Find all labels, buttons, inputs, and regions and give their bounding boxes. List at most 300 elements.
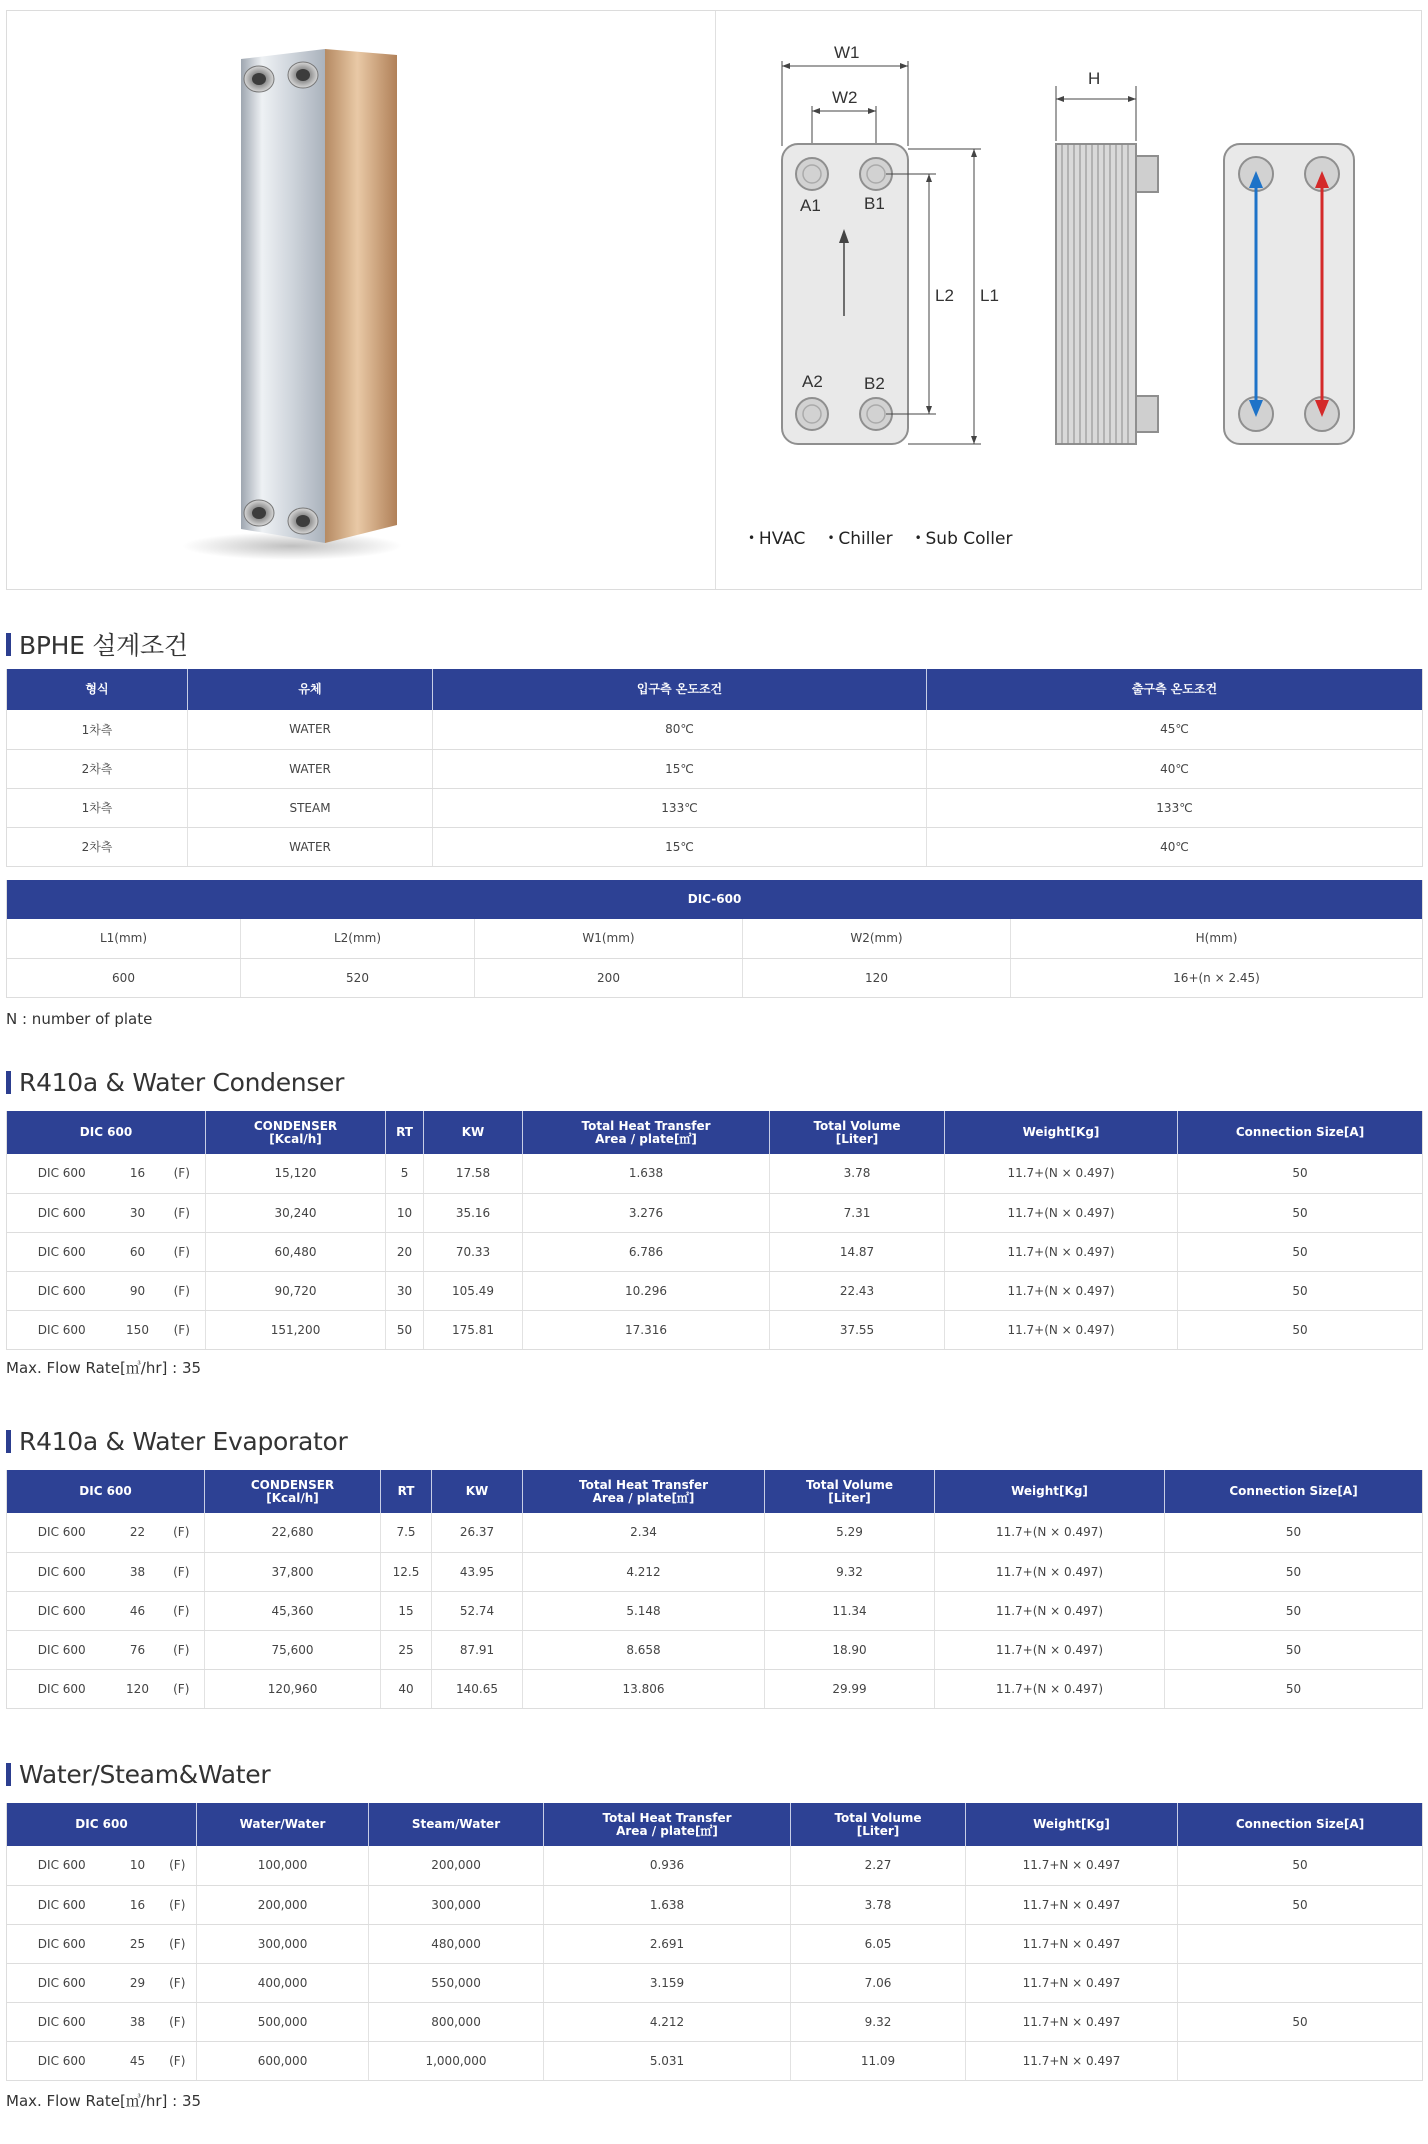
cell: 100,000 bbox=[197, 1846, 369, 1885]
table-row bbox=[7, 1552, 1423, 1591]
header-text: [Kcal/h] bbox=[266, 1490, 319, 1505]
cell: 3.159 bbox=[544, 1963, 791, 2002]
cell: 17.316 bbox=[523, 1310, 770, 1349]
cell: DIC 600 bbox=[7, 1885, 117, 1924]
cell: 16 bbox=[117, 1154, 159, 1193]
cell: 22.43 bbox=[770, 1271, 945, 1310]
cell: 8.658 bbox=[523, 1630, 765, 1669]
cell: 3.78 bbox=[770, 1154, 945, 1193]
cell: 38 bbox=[117, 2002, 159, 2041]
cell: 11.7+(N × 0.497) bbox=[935, 1513, 1165, 1552]
cell: 11.7+N × 0.497 bbox=[966, 2002, 1178, 2041]
cell: 52.74 bbox=[432, 1591, 523, 1630]
header-text: Area / plate[㎡] bbox=[595, 1131, 697, 1146]
cell: 75,600 bbox=[205, 1630, 381, 1669]
header-text: Total Heat Transfer bbox=[579, 1477, 709, 1492]
cell: 400,000 bbox=[197, 1963, 369, 2002]
header-volume bbox=[765, 1470, 935, 1513]
cell: L2(mm) bbox=[241, 919, 475, 958]
table-row bbox=[7, 2002, 1423, 2041]
cell: 11.7+(N × 0.497) bbox=[945, 1310, 1178, 1349]
cell: 46 bbox=[117, 1591, 159, 1630]
cell: 6.786 bbox=[523, 1232, 770, 1271]
cell: 11.7+N × 0.497 bbox=[966, 2041, 1178, 2080]
section-title-text: R410a & Water Condenser bbox=[19, 1068, 345, 1097]
port-bottom-right bbox=[288, 508, 318, 534]
cell: 30,240 bbox=[206, 1193, 386, 1232]
label-l2: L2 bbox=[935, 286, 954, 305]
cell: H(mm) bbox=[1011, 919, 1423, 958]
header-kw: KW bbox=[424, 1111, 523, 1154]
header-area bbox=[523, 1470, 765, 1513]
header-capacity bbox=[205, 1470, 381, 1513]
cell: (F) bbox=[159, 1513, 205, 1552]
table-row bbox=[7, 1513, 1423, 1552]
table-header-row bbox=[7, 1470, 1423, 1513]
cell: 11.7+N × 0.497 bbox=[966, 1885, 1178, 1924]
port-bottom-left bbox=[244, 500, 274, 526]
steam-table bbox=[6, 1803, 1423, 2081]
header-area bbox=[523, 1111, 770, 1154]
cell: W2(mm) bbox=[743, 919, 1011, 958]
table-row bbox=[7, 1669, 1423, 1708]
header-weight: Weight[Kg] bbox=[945, 1111, 1178, 1154]
cell: 3.78 bbox=[791, 1885, 966, 1924]
cell: (F) bbox=[159, 1271, 206, 1310]
section-title-evaporator bbox=[6, 1427, 348, 1456]
table-row bbox=[7, 1591, 1423, 1630]
cell: 10 bbox=[117, 1846, 159, 1885]
cell: 1차측 bbox=[7, 710, 188, 749]
header-text: Area / plate[㎡] bbox=[592, 1490, 695, 1505]
product-panel bbox=[6, 10, 1422, 590]
cell: 1.638 bbox=[523, 1154, 770, 1193]
label-h: H bbox=[1088, 69, 1101, 88]
port-top-left bbox=[244, 66, 274, 92]
cell: 1,000,000 bbox=[369, 2041, 544, 2080]
cell: 25 bbox=[117, 1924, 159, 1963]
cell: (F) bbox=[159, 1310, 206, 1349]
evaporator-table bbox=[6, 1470, 1423, 1709]
cell: 10.296 bbox=[523, 1271, 770, 1310]
cell: 133℃ bbox=[927, 788, 1423, 827]
cell: (F) bbox=[159, 1552, 205, 1591]
table-row bbox=[7, 827, 1423, 866]
cell: 300,000 bbox=[197, 1924, 369, 1963]
cell: 30 bbox=[386, 1271, 424, 1310]
cell: DIC 600 bbox=[7, 1846, 117, 1885]
header-text: Total Heat Transfer bbox=[602, 1810, 732, 1825]
cell: 60 bbox=[117, 1232, 159, 1271]
cell: 600,000 bbox=[197, 2041, 369, 2080]
cell: 151,200 bbox=[206, 1310, 386, 1349]
steam-flow-note: Max. Flow Rate[㎥/hr] : 35 bbox=[6, 2092, 202, 2110]
cell: WATER bbox=[188, 827, 433, 866]
cell: 1.638 bbox=[544, 1885, 791, 1924]
cell: 50 bbox=[1165, 1669, 1423, 1708]
cell: 18.90 bbox=[765, 1630, 935, 1669]
label-b1: B1 bbox=[864, 194, 885, 213]
cell: 9.32 bbox=[765, 1552, 935, 1591]
cell: 15℃ bbox=[433, 749, 927, 788]
cell: 22,680 bbox=[205, 1513, 381, 1552]
cell: (F) bbox=[159, 2002, 197, 2041]
condenser-table bbox=[6, 1111, 1423, 1350]
cell: DIC 600 bbox=[7, 1552, 117, 1591]
cell: (F) bbox=[159, 1154, 206, 1193]
header-weight: Weight[Kg] bbox=[966, 1803, 1178, 1846]
cell: 2.691 bbox=[544, 1924, 791, 1963]
table-row bbox=[7, 1963, 1423, 2002]
header-text: CONDENSER bbox=[253, 1118, 338, 1133]
plate-number-note: N : number of plate bbox=[6, 1010, 153, 1028]
dimension-diagram bbox=[716, 11, 1421, 511]
header-volume bbox=[791, 1803, 966, 1846]
cell: 45 bbox=[117, 2041, 159, 2080]
cell: 200 bbox=[475, 958, 743, 997]
cell: DIC 600 bbox=[7, 1591, 117, 1630]
cell: DIC 600 bbox=[7, 2041, 117, 2080]
cell: 37.55 bbox=[770, 1310, 945, 1349]
cell: 29.99 bbox=[765, 1669, 935, 1708]
cell: 38 bbox=[117, 1552, 159, 1591]
evaporator-rows bbox=[7, 1513, 1423, 1708]
cell: 11.7+(N × 0.497) bbox=[935, 1552, 1165, 1591]
cell: 80℃ bbox=[433, 710, 927, 749]
table-row bbox=[7, 1846, 1423, 1885]
cell: 11.7+N × 0.497 bbox=[966, 1963, 1178, 2002]
cell: STEAM bbox=[188, 788, 433, 827]
design-conditions-table bbox=[6, 669, 1423, 867]
table-row bbox=[7, 710, 1423, 749]
header-text: [Liter] bbox=[835, 1131, 879, 1146]
dimension-values-row bbox=[7, 958, 1423, 997]
section-title-design bbox=[6, 626, 188, 662]
cell: 7.31 bbox=[770, 1193, 945, 1232]
header-text: Total Heat Transfer bbox=[581, 1118, 711, 1133]
cell: (F) bbox=[159, 1846, 197, 1885]
cell: 50 bbox=[1178, 1193, 1423, 1232]
cell: (F) bbox=[159, 1630, 205, 1669]
cell: 11.7+N × 0.497 bbox=[966, 1846, 1178, 1885]
label-b2: B2 bbox=[864, 374, 885, 393]
header-text: [Liter] bbox=[828, 1490, 871, 1505]
plate-side-view bbox=[1056, 144, 1158, 444]
cell: 20 bbox=[386, 1232, 424, 1271]
cell: 22 bbox=[117, 1513, 159, 1552]
cell: 300,000 bbox=[369, 1885, 544, 1924]
cell: 15 bbox=[381, 1591, 432, 1630]
cell: 25 bbox=[381, 1630, 432, 1669]
cell: 550,000 bbox=[369, 1963, 544, 2002]
table-row bbox=[7, 1885, 1423, 1924]
app-sub-coller: • Sub Coller bbox=[915, 529, 1013, 549]
cell: (F) bbox=[159, 1885, 197, 1924]
cell: 50 bbox=[1165, 1513, 1423, 1552]
cell: 2차측 bbox=[7, 749, 188, 788]
cell: 43.95 bbox=[432, 1552, 523, 1591]
cell: 11.7+(N × 0.497) bbox=[945, 1193, 1178, 1232]
cell: 150 bbox=[117, 1310, 159, 1349]
cell: 0.936 bbox=[544, 1846, 791, 1885]
cell: 2.27 bbox=[791, 1846, 966, 1885]
header-kw: KW bbox=[432, 1470, 523, 1513]
cell: 16 bbox=[117, 1885, 159, 1924]
table-row bbox=[7, 1924, 1423, 1963]
cell: 133℃ bbox=[433, 788, 927, 827]
cell: 50 bbox=[1178, 1232, 1423, 1271]
header-text: [Liter] bbox=[856, 1823, 900, 1838]
cell: (F) bbox=[159, 2041, 197, 2080]
header-steam-water: Steam/Water bbox=[369, 1803, 544, 1846]
cell: 2.34 bbox=[523, 1513, 765, 1552]
header-fluid: 유체 bbox=[188, 669, 433, 710]
cell: 50 bbox=[1178, 1271, 1423, 1310]
cell: 70.33 bbox=[424, 1232, 523, 1271]
dimension-labels-row bbox=[7, 919, 1423, 958]
cell: L1(mm) bbox=[7, 919, 241, 958]
cell: 6.05 bbox=[791, 1924, 966, 1963]
cell: 90,720 bbox=[206, 1271, 386, 1310]
cell: 5 bbox=[386, 1154, 424, 1193]
cell: 200,000 bbox=[197, 1885, 369, 1924]
title-bar bbox=[6, 1763, 11, 1786]
label-w2: W2 bbox=[832, 88, 858, 107]
cell: DIC 600 bbox=[7, 1669, 117, 1708]
table-row bbox=[7, 1630, 1423, 1669]
cell: WATER bbox=[188, 710, 433, 749]
cell: DIC 600 bbox=[7, 1513, 117, 1552]
header-model: DIC 600 bbox=[7, 1803, 197, 1846]
cell: 120 bbox=[743, 958, 1011, 997]
cell: 480,000 bbox=[369, 1924, 544, 1963]
cell: DIC 600 bbox=[7, 1193, 117, 1232]
table-row bbox=[7, 749, 1423, 788]
cell: DIC 600 bbox=[7, 1154, 117, 1193]
section-title-condenser bbox=[6, 1068, 344, 1097]
cell bbox=[1178, 1924, 1423, 1963]
condenser-flow-note: Max. Flow Rate[㎥/hr] : 35 bbox=[6, 1359, 202, 1377]
cell: 29 bbox=[117, 1963, 159, 2002]
cell: 800,000 bbox=[369, 2002, 544, 2041]
header-type: 형식 bbox=[7, 669, 188, 710]
product-photo-area bbox=[7, 11, 716, 589]
label-a2: A2 bbox=[802, 372, 823, 391]
header-rt: RT bbox=[381, 1470, 432, 1513]
cell: 90 bbox=[117, 1271, 159, 1310]
header-water-water: Water/Water bbox=[197, 1803, 369, 1846]
cell: 500,000 bbox=[197, 2002, 369, 2041]
cell: 45,360 bbox=[205, 1591, 381, 1630]
header-rt: RT bbox=[386, 1111, 424, 1154]
dimensions-table bbox=[6, 880, 1423, 998]
table-row bbox=[7, 1232, 1423, 1271]
cell: 11.7+(N × 0.497) bbox=[945, 1154, 1178, 1193]
table-header-row bbox=[7, 1803, 1423, 1846]
header-area bbox=[544, 1803, 791, 1846]
header-volume bbox=[770, 1111, 945, 1154]
title-bar bbox=[6, 633, 11, 656]
cell: 16+(n × 2.45) bbox=[1011, 958, 1423, 997]
cell: 600 bbox=[7, 958, 241, 997]
header-weight: Weight[Kg] bbox=[935, 1470, 1165, 1513]
cell: 76 bbox=[117, 1630, 159, 1669]
cell: 50 bbox=[1178, 1310, 1423, 1349]
title-bar bbox=[6, 1071, 11, 1094]
cell: 5.031 bbox=[544, 2041, 791, 2080]
app-hvac: • HVAC bbox=[748, 529, 805, 549]
cell: 50 bbox=[1178, 1885, 1423, 1924]
table-row bbox=[7, 2041, 1423, 2080]
cell: 1차측 bbox=[7, 788, 188, 827]
cell: 520 bbox=[241, 958, 475, 997]
header-text: Area / plate[㎡] bbox=[616, 1823, 718, 1838]
cell bbox=[1178, 1963, 1423, 2002]
cell: DIC 600 bbox=[7, 1310, 117, 1349]
header-model: DIC-600 bbox=[7, 880, 1423, 919]
table-row bbox=[7, 1193, 1423, 1232]
cell: 15℃ bbox=[433, 827, 927, 866]
label-l1: L1 bbox=[980, 286, 999, 305]
header-model: DIC 600 bbox=[7, 1470, 205, 1513]
cell: 5.29 bbox=[765, 1513, 935, 1552]
cell: DIC 600 bbox=[7, 1924, 117, 1963]
label-a1: A1 bbox=[800, 196, 821, 215]
header-inlet-temp: 입구측 온도조건 bbox=[433, 669, 927, 710]
cell: (F) bbox=[159, 1924, 197, 1963]
cell: 35.16 bbox=[424, 1193, 523, 1232]
dimension-diagram-area bbox=[716, 11, 1421, 589]
table-header-row bbox=[7, 880, 1423, 919]
header-connection: Connection Size[A] bbox=[1165, 1470, 1423, 1513]
cell: 15,120 bbox=[206, 1154, 386, 1193]
cell: 4.212 bbox=[544, 2002, 791, 2041]
cell: 17.58 bbox=[424, 1154, 523, 1193]
cell: 50 bbox=[1165, 1552, 1423, 1591]
header-outlet-temp: 출구측 온도조건 bbox=[927, 669, 1423, 710]
cell: (F) bbox=[159, 1232, 206, 1271]
label-w1: W1 bbox=[834, 43, 860, 62]
port-top-right bbox=[288, 62, 318, 88]
cell: (F) bbox=[159, 1193, 206, 1232]
cell: 9.32 bbox=[791, 2002, 966, 2041]
table-row bbox=[7, 1154, 1423, 1193]
cell: 11.7+N × 0.497 bbox=[966, 1924, 1178, 1963]
cell: 10 bbox=[386, 1193, 424, 1232]
cell: 45℃ bbox=[927, 710, 1423, 749]
header-capacity bbox=[206, 1111, 386, 1154]
header-text: CONDENSER bbox=[250, 1477, 335, 1492]
title-bar bbox=[6, 1430, 11, 1453]
cell: 4.212 bbox=[523, 1552, 765, 1591]
header-text: Total Volume bbox=[834, 1810, 922, 1825]
table-row bbox=[7, 1310, 1423, 1349]
table-row bbox=[7, 1271, 1423, 1310]
cell: 175.81 bbox=[424, 1310, 523, 1349]
cell: 40℃ bbox=[927, 749, 1423, 788]
cell: 11.7+(N × 0.497) bbox=[945, 1232, 1178, 1271]
cell: 140.65 bbox=[432, 1669, 523, 1708]
cell: 30 bbox=[117, 1193, 159, 1232]
cell: 2차측 bbox=[7, 827, 188, 866]
header-model: DIC 600 bbox=[7, 1111, 206, 1154]
heat-exchanger-image bbox=[7, 11, 716, 589]
cell: 14.87 bbox=[770, 1232, 945, 1271]
cell: 3.276 bbox=[523, 1193, 770, 1232]
app-chiller: • Chiller bbox=[827, 529, 892, 549]
cell: 11.7+(N × 0.497) bbox=[935, 1630, 1165, 1669]
cell: 50 bbox=[1178, 2002, 1423, 2041]
section-title-text: R410a & Water Evaporator bbox=[19, 1427, 348, 1456]
header-text: Total Volume bbox=[805, 1477, 894, 1492]
cell: 7.5 bbox=[381, 1513, 432, 1552]
cell: 5.148 bbox=[523, 1591, 765, 1630]
steam-rows bbox=[7, 1846, 1423, 2080]
cell: 200,000 bbox=[369, 1846, 544, 1885]
header-text: [Kcal/h] bbox=[269, 1131, 322, 1146]
cell: W1(mm) bbox=[475, 919, 743, 958]
cell: 26.37 bbox=[432, 1513, 523, 1552]
cell: 50 bbox=[386, 1310, 424, 1349]
header-connection: Connection Size[A] bbox=[1178, 1111, 1423, 1154]
condenser-rows bbox=[7, 1154, 1423, 1349]
cell bbox=[1178, 2041, 1423, 2080]
cell: DIC 600 bbox=[7, 1630, 117, 1669]
cell: 13.806 bbox=[523, 1669, 765, 1708]
cell: (F) bbox=[159, 1963, 197, 2002]
cell: 60,480 bbox=[206, 1232, 386, 1271]
section-title-text: Water/Steam&Water bbox=[19, 1760, 271, 1789]
cell: 50 bbox=[1178, 1846, 1423, 1885]
cell: DIC 600 bbox=[7, 1963, 117, 2002]
cell: (F) bbox=[159, 1669, 205, 1708]
table-header-row bbox=[7, 1111, 1423, 1154]
section-title-text: BPHE 설계조건 bbox=[19, 631, 188, 660]
cell: 7.06 bbox=[791, 1963, 966, 2002]
cell: 37,800 bbox=[205, 1552, 381, 1591]
cell: 120 bbox=[117, 1669, 159, 1708]
table-header-row bbox=[7, 669, 1423, 710]
cell: 87.91 bbox=[432, 1630, 523, 1669]
cell: DIC 600 bbox=[7, 1271, 117, 1310]
cell: 120,960 bbox=[205, 1669, 381, 1708]
cell: 50 bbox=[1178, 1154, 1423, 1193]
header-connection: Connection Size[A] bbox=[1178, 1803, 1423, 1846]
cell: 11.7+(N × 0.497) bbox=[935, 1669, 1165, 1708]
cell: WATER bbox=[188, 749, 433, 788]
design-rows bbox=[7, 710, 1423, 866]
cell: 105.49 bbox=[424, 1271, 523, 1310]
cell: (F) bbox=[159, 1591, 205, 1630]
cell: 40℃ bbox=[927, 827, 1423, 866]
application-list bbox=[748, 529, 1012, 549]
cell: 50 bbox=[1165, 1630, 1423, 1669]
cell: DIC 600 bbox=[7, 2002, 117, 2041]
header-text: Total Volume bbox=[813, 1118, 901, 1133]
cell: 12.5 bbox=[381, 1552, 432, 1591]
cell: 11.7+(N × 0.497) bbox=[945, 1271, 1178, 1310]
cell: 11.09 bbox=[791, 2041, 966, 2080]
cell: 50 bbox=[1165, 1591, 1423, 1630]
cell: 11.7+(N × 0.497) bbox=[935, 1591, 1165, 1630]
section-title-steam bbox=[6, 1760, 270, 1789]
cell: 40 bbox=[381, 1669, 432, 1708]
cell: DIC 600 bbox=[7, 1232, 117, 1271]
table-row bbox=[7, 788, 1423, 827]
cell: 11.34 bbox=[765, 1591, 935, 1630]
flow-direction-view bbox=[1224, 144, 1354, 444]
plate-front-view bbox=[782, 144, 908, 444]
